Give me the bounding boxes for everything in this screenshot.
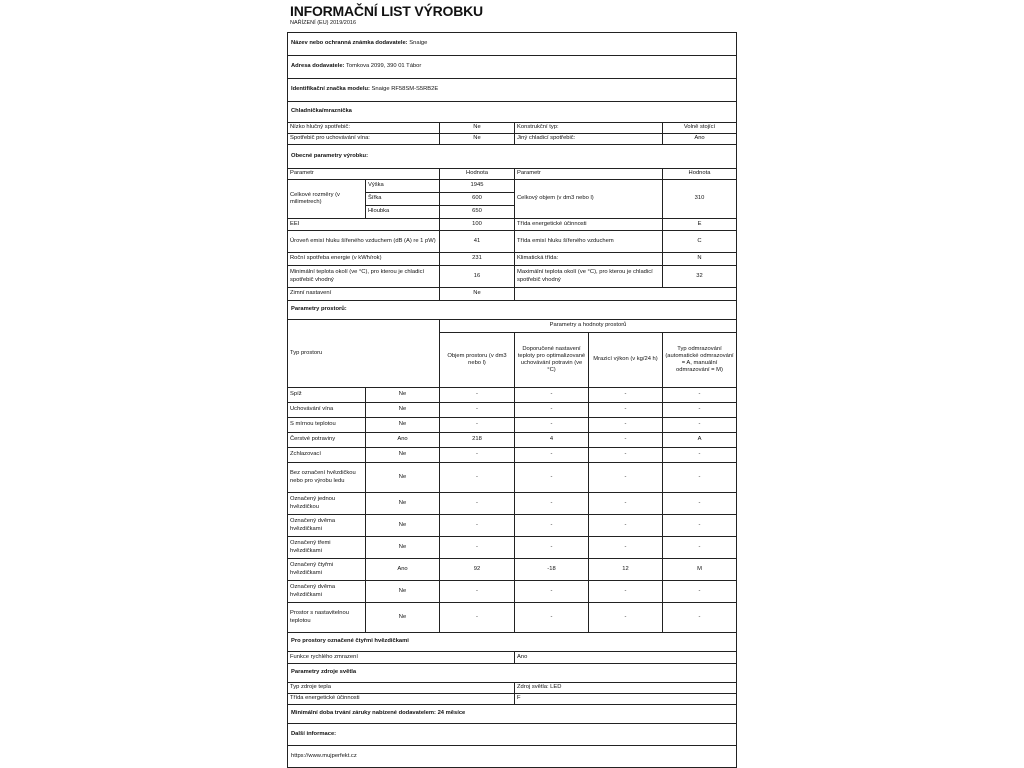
- compartment-defrost: -: [663, 403, 737, 418]
- light-heading: Parametry zdroje světla: [288, 664, 737, 683]
- general-label: Roční spotřeba energie (v kWh/rok): [288, 253, 440, 266]
- compartment-row: [288, 418, 737, 433]
- warranty-text: Minimální doba trvání záruky nabízené dodavatelem: 24 měsíce: [288, 705, 737, 724]
- general-column-headers: [288, 169, 737, 180]
- compartment-freezing: -: [589, 537, 663, 559]
- compartment-volume: -: [440, 537, 515, 559]
- value-header: Hodnota: [663, 169, 737, 180]
- compartment-defrost: -: [663, 493, 737, 515]
- compartment-temperature: -: [515, 403, 589, 418]
- light-heading-row: [288, 664, 737, 683]
- compartment-freezing: -: [589, 463, 663, 493]
- temperature-header: Doporučené nastavení teploty pro optimalizované uchovávání potravin (ve °C): [515, 333, 589, 388]
- compartment-freezing: -: [589, 418, 663, 433]
- compartment-present: Ano: [366, 433, 440, 448]
- compartments-heading: Parametry prostorů:: [288, 301, 737, 320]
- general-value: 41: [440, 231, 515, 253]
- general-value: 32: [663, 266, 737, 288]
- warranty-row: [288, 705, 737, 724]
- general-value: 16: [440, 266, 515, 288]
- fridge-label: Spotřebič pro uchovávání vína:: [288, 134, 440, 145]
- compartment-row: [288, 388, 737, 403]
- compartment-defrost: -: [663, 448, 737, 463]
- general-row: [288, 231, 737, 253]
- sheet-header: [287, 0, 736, 32]
- supplier-address-label: Adresa dodavatele:: [291, 63, 345, 70]
- compartment-row: [288, 493, 737, 515]
- compartment-present: Ne: [366, 581, 440, 603]
- general-label: Třída energetické účinnosti: [515, 219, 663, 231]
- compartment-present: Ne: [366, 603, 440, 633]
- general-label: Úroveň emisí hluku šířeného vzduchem (dB (A) re 1 pW): [288, 231, 440, 253]
- compartment-freezing: -: [589, 403, 663, 418]
- compartment-row: [288, 433, 737, 448]
- compartment-freezing: -: [589, 603, 663, 633]
- compartment-defrost: -: [663, 603, 737, 633]
- dimension-label: Šířka: [366, 193, 440, 206]
- volume-header: Objem prostoru (v dm3 nebo l): [440, 333, 515, 388]
- fridge-value: Volně stojící: [663, 123, 737, 134]
- general-row: [288, 219, 737, 231]
- winter-setting-row: [288, 288, 737, 301]
- compartment-temperature: -: [515, 581, 589, 603]
- compartment-temperature: -: [515, 418, 589, 433]
- compartment-row: [288, 603, 737, 633]
- compartment-row: [288, 448, 737, 463]
- compartment-name: Označený třemi hvězdičkami: [288, 537, 366, 559]
- compartment-temperature: -: [515, 463, 589, 493]
- compartment-temperature: -: [515, 515, 589, 537]
- compartment-volume: -: [440, 403, 515, 418]
- compartment-name: Spíž: [288, 388, 366, 403]
- compartment-name: Označený jednou hvězdičkou: [288, 493, 366, 515]
- compartment-volume: -: [440, 463, 515, 493]
- fridge-value: Ne: [440, 123, 515, 134]
- compartment-defrost: -: [663, 418, 737, 433]
- supplier-address-row: [288, 56, 737, 79]
- dimension-label: Výška: [366, 180, 440, 193]
- param-header: Parametr: [515, 169, 663, 180]
- general-value: N: [663, 253, 737, 266]
- compartment-temperature: 4: [515, 433, 589, 448]
- total-volume-value: 310: [663, 180, 737, 219]
- compartment-present: Ne: [366, 515, 440, 537]
- info-table: [287, 32, 737, 768]
- compartment-defrost: M: [663, 559, 737, 581]
- fast-freeze-label: Funkce rychlého zmrazení: [288, 652, 515, 664]
- compartment-row: [288, 403, 737, 418]
- compartment-present: Ne: [366, 448, 440, 463]
- light-class-value: F: [515, 694, 737, 705]
- compartment-name: Bez označení hvězdičkou nebo pro výrobu ledu: [288, 463, 366, 493]
- fast-freeze-row: [288, 652, 737, 664]
- compartment-temperature: -: [515, 448, 589, 463]
- regulation-reference: NAŘÍZENÍ (EU) 2019/2016: [290, 20, 357, 26]
- fridge-row: [288, 134, 737, 145]
- freezing-capacity-header: Mrazicí výkon (v kg/24 h): [589, 333, 663, 388]
- compartments-heading-row: [288, 301, 737, 320]
- general-row: [288, 253, 737, 266]
- compartment-present: Ne: [366, 463, 440, 493]
- fridge-value: Ano: [663, 134, 737, 145]
- fridge-value: Ne: [440, 134, 515, 145]
- general-label: Minimální teplota okolí (ve °C), pro kterou je chladicí spotřebič vhodný: [288, 266, 440, 288]
- model-value: Snaige RF58SM-S5RB2E: [371, 86, 439, 93]
- dimension-value: 600: [440, 193, 515, 206]
- model-label: Identifikační značka modelu:: [291, 86, 370, 93]
- compartment-volume: -: [440, 448, 515, 463]
- compartment-volume: -: [440, 581, 515, 603]
- compartment-type-header: Typ prostoru: [288, 320, 440, 388]
- compartment-volume: -: [440, 493, 515, 515]
- compartment-temperature: -: [515, 493, 589, 515]
- compartment-name: Označený dvěma hvězdičkami: [288, 581, 366, 603]
- compartment-row: [288, 515, 737, 537]
- compartment-freezing: -: [589, 581, 663, 603]
- fridge-label: Konstrukční typ:: [515, 123, 663, 134]
- compartment-volume: -: [440, 418, 515, 433]
- compartment-freezing: -: [589, 448, 663, 463]
- general-value: 100: [440, 219, 515, 231]
- general-label: Klimatická třída:: [515, 253, 663, 266]
- general-label: Třída emisí hluku šířeného vzduchem: [515, 231, 663, 253]
- compartment-row: [288, 463, 737, 493]
- compartment-defrost: -: [663, 463, 737, 493]
- compartment-freezing: -: [589, 515, 663, 537]
- compartment-temperature: -: [515, 388, 589, 403]
- compartment-volume: 218: [440, 433, 515, 448]
- defrost-type-header: Typ odmrazování (automatické odmrazování = A, manuální odmrazování = M): [663, 333, 737, 388]
- dimension-value: 1945: [440, 180, 515, 193]
- general-label: Maximální teplota okolí (ve °C), pro kterou je chladicí spotřebič vhodný: [515, 266, 663, 288]
- general-heading: Obecné parametry výrobku:: [288, 145, 737, 169]
- compartment-name: Označený dvěma hvězdičkami: [288, 515, 366, 537]
- fridge-label: Jiný chladicí spotřebič:: [515, 134, 663, 145]
- compartment-present: Ano: [366, 559, 440, 581]
- general-row: [288, 266, 737, 288]
- general-label: EEI: [288, 219, 440, 231]
- compartment-freezing: -: [589, 493, 663, 515]
- compartment-defrost: A: [663, 433, 737, 448]
- param-header: Parametr: [288, 169, 440, 180]
- fridge-row: [288, 123, 737, 134]
- light-type-label: Typ zdroje tepla: [288, 683, 515, 694]
- more-info-url[interactable]: https://www.mujperfekt.cz: [288, 746, 737, 768]
- dimension-label: Hloubka: [366, 206, 440, 219]
- supplier-name-label: Název nebo ochranná známka dodavatele:: [291, 40, 408, 47]
- compartment-volume: -: [440, 388, 515, 403]
- dimensions-label: Celkové rozměry (v milimetrech): [288, 180, 366, 219]
- fridge-heading: Chladnička/mraznička: [288, 102, 737, 123]
- general-heading-row: [288, 145, 737, 169]
- compartment-temperature: -18: [515, 559, 589, 581]
- more-info-url-row: [288, 746, 737, 768]
- dimension-row: [288, 180, 737, 193]
- compartment-present: Ne: [366, 388, 440, 403]
- compartment-freezing: -: [589, 433, 663, 448]
- compartment-volume: 92: [440, 559, 515, 581]
- compartment-name: Prostor s nastavitelnou teplotou: [288, 603, 366, 633]
- compartment-present: Ne: [366, 403, 440, 418]
- compartment-volume: -: [440, 603, 515, 633]
- light-class-label: Třída energetické účinnosti: [288, 694, 515, 705]
- product-information-sheet: [287, 0, 736, 768]
- compartment-freezing: -: [589, 388, 663, 403]
- compartment-name: S mírnou teplotou: [288, 418, 366, 433]
- compartment-name: Uchovávání vína: [288, 403, 366, 418]
- compartment-row: [288, 537, 737, 559]
- four-star-heading-row: [288, 633, 737, 652]
- compartment-present: Ne: [366, 493, 440, 515]
- winter-setting-value: Ne: [440, 288, 515, 301]
- winter-setting-label: Zimní nastavení: [288, 288, 440, 301]
- compartment-present: Ne: [366, 418, 440, 433]
- light-type-row: [288, 683, 737, 694]
- compartment-defrost: -: [663, 581, 737, 603]
- light-type-value: Zdroj světla: LED: [515, 683, 737, 694]
- compartment-defrost: -: [663, 537, 737, 559]
- compartment-name: Čerstvé potraviny: [288, 433, 366, 448]
- compartment-defrost: -: [663, 515, 737, 537]
- compartments-header-row: [288, 320, 737, 333]
- fridge-label: Nízko hlučný spotřebič:: [288, 123, 440, 134]
- model-row: [288, 79, 737, 102]
- fast-freeze-value: Ano: [515, 652, 737, 664]
- compartment-name: Zchlazovací: [288, 448, 366, 463]
- general-value: E: [663, 219, 737, 231]
- sheet-title: INFORMAČNÍ LIST VÝROBKU: [290, 3, 483, 19]
- compartment-row: [288, 559, 737, 581]
- value-header: Hodnota: [440, 169, 515, 180]
- compartment-volume: -: [440, 515, 515, 537]
- compartment-row: [288, 581, 737, 603]
- compartment-freezing: 12: [589, 559, 663, 581]
- compartment-temperature: -: [515, 537, 589, 559]
- compartment-params-header: Parametry a hodnoty prostorů: [440, 320, 737, 333]
- light-class-row: [288, 694, 737, 705]
- fridge-heading-row: [288, 102, 737, 123]
- supplier-name-value: Snaige: [409, 40, 428, 47]
- four-star-heading: Pro prostory označené čtyřmi hvězdičkami: [288, 633, 737, 652]
- compartment-temperature: -: [515, 603, 589, 633]
- compartment-name: Označený čtyřmi hvězdičkami: [288, 559, 366, 581]
- compartment-present: Ne: [366, 537, 440, 559]
- general-value: 231: [440, 253, 515, 266]
- compartment-defrost: -: [663, 388, 737, 403]
- supplier-name-row: [288, 33, 737, 56]
- total-volume-label: Celkový objem (v dm3 nebo l): [515, 180, 663, 219]
- dimension-value: 650: [440, 206, 515, 219]
- supplier-address-value: Tomkova 2099, 390 01 Tábor: [346, 63, 422, 70]
- more-info-heading: Další informace:: [288, 724, 737, 746]
- general-value: C: [663, 231, 737, 253]
- more-info-heading-row: [288, 724, 737, 746]
